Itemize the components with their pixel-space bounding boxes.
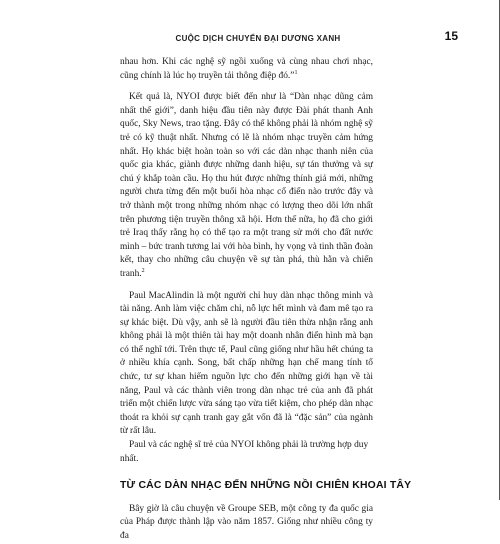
running-title: CUỘC DỊCH CHUYỂN ĐẠI DƯƠNG XANH bbox=[175, 33, 341, 43]
paragraph bbox=[120, 290, 373, 440]
page-header bbox=[0, 31, 470, 45]
page-body bbox=[120, 56, 412, 544]
paragraph bbox=[120, 439, 373, 466]
section-heading: TỪ CÁC DÀN NHẠC ĐẾN NHỮNG NỒI CHIÊN KHOAI TÂY bbox=[120, 480, 412, 492]
footnote-marker: 2 bbox=[141, 267, 145, 274]
paragraph-text: nhau hơn. Khi các nghệ sỹ ngồi xuống và cùng nhau chơi nhạc, cũng chính là lúc họ truyền tải thông điệp đó.” bbox=[120, 57, 373, 81]
page-number: 15 bbox=[444, 29, 458, 43]
footnote-marker: 1 bbox=[294, 69, 298, 76]
paragraph-continuation bbox=[120, 56, 373, 83]
paragraph-text: Bây giờ là câu chuyện về Groupe SEB, một công ty đa quốc gia của Pháp được thành lập vào năm 1857. Giống như nhiều công ty đa bbox=[120, 503, 373, 541]
paragraph-text: Paul và các nghệ sĩ trẻ của NYOI không phải là trường hợp duy nhất. bbox=[120, 440, 369, 464]
paragraph-text: Paul MacAlindin là một người chỉ huy dàn nhạc thông minh và tài năng. Anh làm việc chăm chỉ, nỗ lực hết mình và đam mê tạo ra sự khác biệt. Dù vậy, anh sẽ là người đầu tiên thừa nhận rằng anh không phải là một thiên tài hay một doanh nhân điển hình mà bạn có thể nghĩ tới. Trên thực tế, Paul cũng giống như hầu hết chúng ta ở nhiều khía cạnh. Song, bất chấp những hạn chế mang tính tổ chức, tư sự khan hiếm nguồn lực cho đến những giới hạn về tài năng, Paul và các thành viên trong dàn nhạc trẻ của anh đã phát triển một chiến lược vừa sáng tạo vừa tiết kiệm, cho phép dàn nhạc thoát ra khỏi sự cạnh tranh gay gắt vốn đã là “đặc sản” của ngành từ rất lâu. bbox=[120, 290, 373, 437]
paragraph bbox=[120, 91, 373, 281]
paragraph bbox=[120, 503, 373, 544]
paragraph-text: Kết quả là, NYOI được biết đến như là “Dàn nhạc dũng cảm nhất thế giới”, danh hiệu đầu tiên này được Đài phát thanh Anh quốc, Sky News, trao tặng. Đây có thể không phải là nhóm nghệ sỹ trẻ có kỹ thuật nhất. Nhưng có lẽ là nhóm nhạc truyền cảm hứng nhất. Họ khác biệt hoàn toàn so với các dàn nhạc thanh niên của quốc gia khác, giành được những danh hiệu, sự tán thưởng và sự chú ý khắp toàn cầu. Họ thu hút được những thính giả mới, những người chưa từng đến một buổi hòa nhạc cổ điển nào trước đây và trở thành một trong những nhóm nhạc có lượng theo dõi lớn nhất trên phương tiện truyền thông xã hội. Hơn thế nữa, họ đã cho giới trẻ Iraq thấy rằng họ có thể tạo ra một trang sử mới cho đất nước mình – bức tranh tương lai với hòa bình, hy vọng và tinh thần đoàn kết, thay cho những câu chuyện về sự tàn phá, thù hằn và chiến tranh. bbox=[120, 92, 373, 279]
